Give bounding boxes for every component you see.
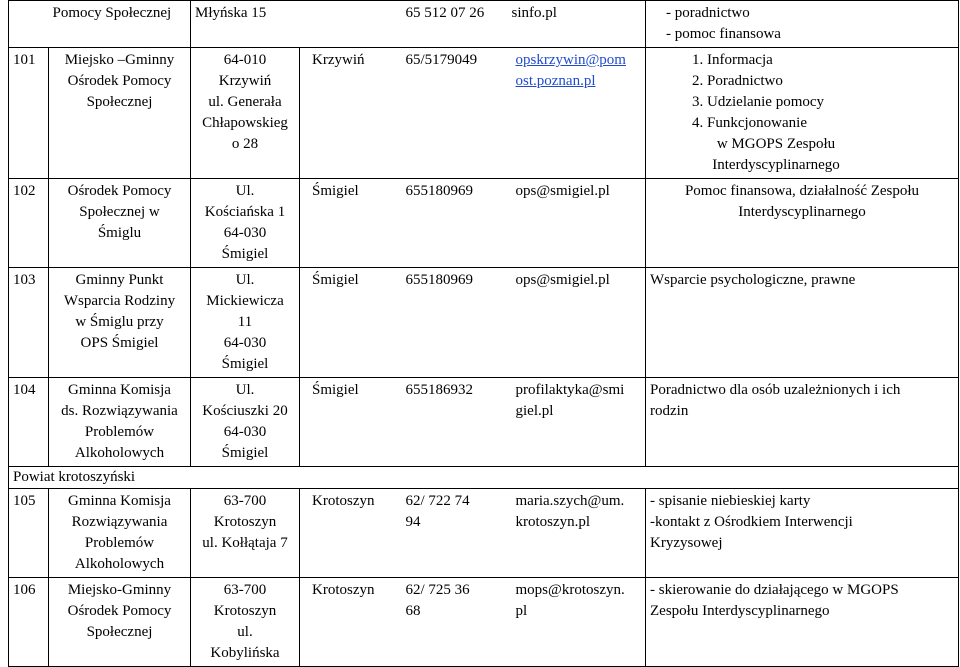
row-number: 102 [9,179,49,268]
city: Śmigiel [300,268,402,378]
phone: 65/5179049 [402,48,508,179]
list-item: 2. Poradnictwo [707,71,954,92]
email: profilaktyka@smi giel.pl [508,378,646,467]
services: Poradnictwo dla osób uzależnionych i ich rodzin [646,378,959,467]
table-row [9,48,959,179]
city: Śmigiel [300,179,402,268]
email: sinfo.pl [508,1,646,48]
phone: 655180969 [402,179,508,268]
section-row [9,467,959,489]
phone: 62/ 725 36 68 [402,578,508,667]
row-number: 105 [9,489,49,578]
row-number: 106 [9,578,49,667]
table-row [9,268,959,378]
services: - spisanie niebieskiej karty -kontakt z Ośrodkiem Interwencji Kryzysowej [646,489,959,578]
table-row [9,179,959,268]
row-number: 103 [9,268,49,378]
institution-name: Gminna Komisja Rozwiązywania Problemów Alkoholowych [49,489,191,578]
institution-address: 63-700 Krotoszyn ul. Kołłątaja 7 [191,489,300,578]
list-item: 3. Udzielanie pomocy [707,92,954,113]
services: - skierowanie do działającego w MGOPS Zespołu Interdyscyplinarnego [646,578,959,667]
city: Krotoszyn [300,578,402,667]
email-link[interactable]: opskrzywin@pom ost.poznan.pl [508,48,646,179]
list-item: 4. Funkcjonowanie [707,113,954,134]
institutions-table [8,0,959,667]
email: ops@smigiel.pl [508,268,646,378]
row-number: 101 [9,48,49,179]
services: Wsparcie psychologiczne, prawne [646,268,959,378]
institution-name: Ośrodek Pomocy Społecznej w Śmiglu [49,179,191,268]
city: Śmigiel [300,378,402,467]
phone: 62/ 722 74 94 [402,489,508,578]
institution-address: Młyńska 15 [191,1,300,48]
institution-name: Miejsko –Gminny Ośrodek Pomocy Społecznej [49,48,191,179]
list-item: 1. Informacja [707,50,954,71]
services-tail: w MGOPS Zespołu Interdyscyplinarnego [712,136,840,173]
services: Pomoc finansowa, działalność Zespołu Interdyscyplinarnego [646,179,959,268]
institution-name: Gminna Komisja ds. Rozwiązywania Problemów Alkoholowych [49,378,191,467]
email: ops@smigiel.pl [508,179,646,268]
institution-address: 64-010 Krzywiń ul. Generała Chłapowskieg o 28 [191,48,300,179]
institution-address: Ul. Kościańska 1 64-030 Śmigiel [191,179,300,268]
phone: 65 512 07 26 [402,1,508,48]
table-row [9,489,959,578]
table-row [9,378,959,467]
phone: 655186932 [402,378,508,467]
email: maria.szych@um. krotoszyn.pl [508,489,646,578]
institution-address: Ul. Kościuszki 20 64-030 Śmigiel [191,378,300,467]
institution-name: Miejsko-Gminny Ośrodek Pomocy Społecznej [49,578,191,667]
institution-address: Ul. Mickiewicza 11 64-030 Śmigiel [191,268,300,378]
services-list [650,50,954,134]
services [646,48,959,179]
services: - poradnictwo - pomoc finansowa [646,1,959,48]
city: Krotoszyn [300,489,402,578]
section-label: Powiat krotoszyński [9,467,959,489]
phone: 655180969 [402,268,508,378]
institution-address: 63-700 Krotoszyn ul. Kobylińska [191,578,300,667]
table-row [9,1,959,48]
institution-name: Pomocy Społecznej [49,1,191,48]
institution-name: Gminny Punkt Wsparcia Rodziny w Śmiglu przy OPS Śmigiel [49,268,191,378]
row-number: 104 [9,378,49,467]
city: Krzywiń [300,48,402,179]
table-row [9,578,959,667]
email: mops@krotoszyn. pl [508,578,646,667]
